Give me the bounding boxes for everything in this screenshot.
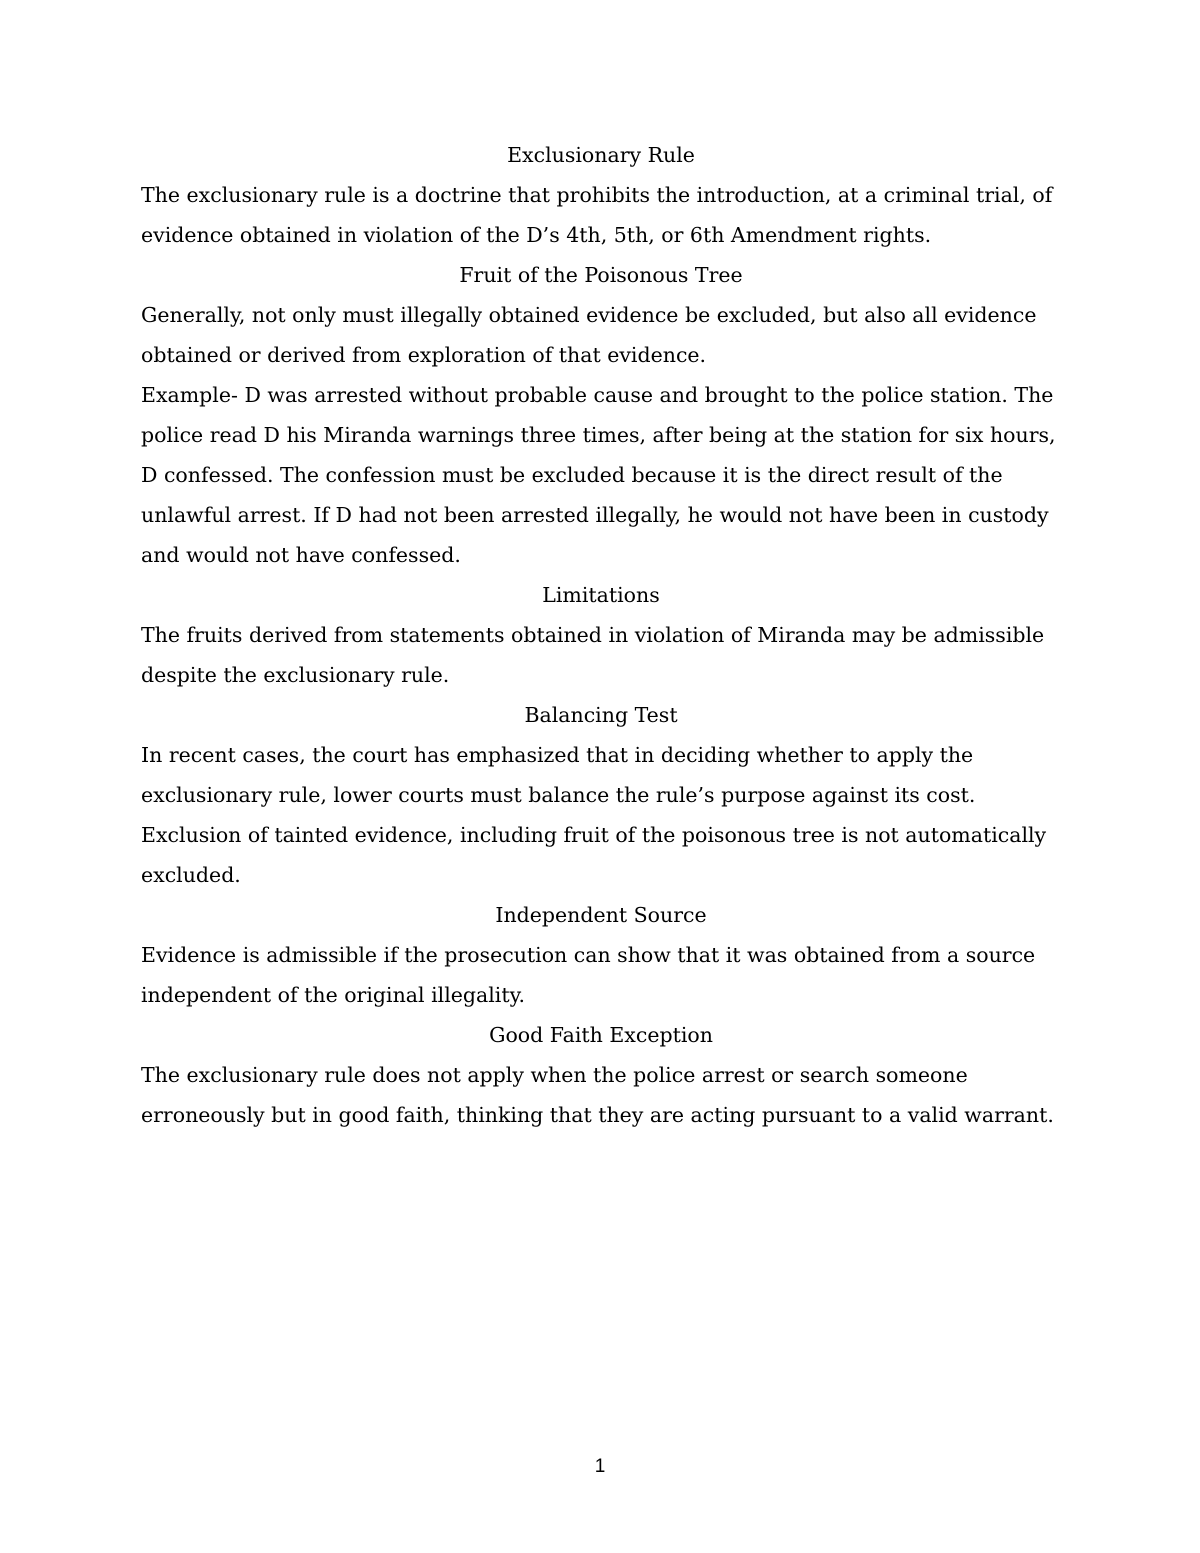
section-independent-source bbox=[141, 895, 1061, 1015]
section-heading: Independent Source bbox=[495, 903, 707, 927]
section-balancing-test bbox=[141, 695, 1061, 895]
section-paragraph: The exclusionary rule is a doctrine that prohibits the introduction, at a criminal trial, of evidence obtained in violation of the D’s 4th, 5th, or 6th Amendment rights. bbox=[141, 183, 1053, 247]
section-heading: Exclusionary Rule bbox=[507, 143, 695, 167]
document-body bbox=[141, 135, 1061, 1135]
section-limitations bbox=[141, 575, 1061, 695]
section-heading: Fruit of the Poisonous Tree bbox=[459, 263, 743, 287]
section-good-faith-exception bbox=[141, 1015, 1061, 1135]
section-paragraph: In recent cases, the court has emphasized that in deciding whether to apply the exclusionary rule, lower courts must balance the rule’s purpose against its cost. Exclusion of tainted evidence, including fruit of the poisonous tree is not automatically excluded. bbox=[141, 743, 1047, 887]
section-exclusionary-rule bbox=[141, 135, 1061, 255]
section-heading: Limitations bbox=[542, 583, 660, 607]
section-heading: Good Faith Exception bbox=[489, 1023, 713, 1047]
section-paragraph: Evidence is admissible if the prosecution can show that it was obtained from a source independent of the original illegality. bbox=[141, 943, 1036, 1007]
section-heading: Balancing Test bbox=[524, 703, 678, 727]
page-number: 1 bbox=[594, 1456, 606, 1477]
section-fruit-of-the-poisonous-tree bbox=[141, 255, 1061, 575]
section-paragraph: The fruits derived from statements obtained in violation of Miranda may be admissible despite the exclusionary rule. bbox=[141, 623, 1045, 687]
section-paragraph: Generally, not only must illegally obtained evidence be excluded, but also all evidence obtained or derived from exploration of that evidence. bbox=[141, 303, 1037, 367]
section-paragraph: The exclusionary rule does not apply when the police arrest or search someone erroneously but in good faith, thinking that they are acting pursuant to a valid warrant. bbox=[141, 1063, 1054, 1127]
example-paragraph: Example- D was arrested without probable cause and brought to the police station. The police read D his Miranda warnings three times, after being at the station for six hours, D confessed. The confession must be excluded because it is the direct result of the unlawful arrest. If D had not been arrested illegally, he would not have been in custody and would not have confessed. bbox=[141, 383, 1056, 567]
